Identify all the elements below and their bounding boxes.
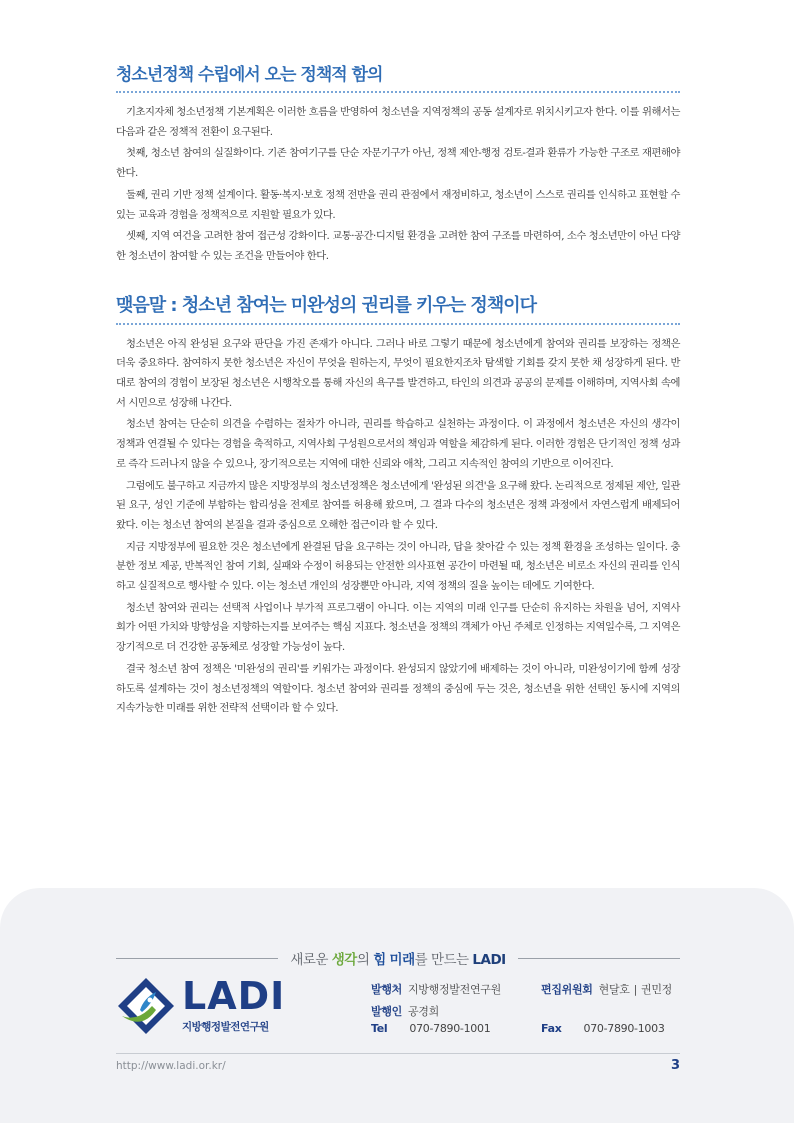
fax-value: 070-7890-1003 [583, 1022, 665, 1035]
slogan-highlight: 미래 [389, 952, 415, 968]
logo-wordmark: LADI [182, 974, 286, 1018]
section-conclusion [116, 291, 680, 719]
page-number: 3 [670, 1058, 680, 1073]
publisher-label: 발행처 [371, 983, 402, 996]
paragraph: 청소년 참여는 단순히 의견을 수렴하는 절차가 아니라, 권리를 학습하고 실천하는 과정이다. 이 과정에서 청소년은 자신의 생각이 정책과 연결될 수 있다는 경험을 축적하고, 지역사회 구성원으로서의 책임과 역할을 체감하게 된다. 이러한 경험은 단기적인 정책 성과로 즉각 드러나지 않을 수 있으나, 장기적으로는 지역에 대한 신뢰와 애착, 그리고 지속적인 참여의 기반으로 이어진다. [116, 418, 680, 470]
fax-label: Fax [541, 1022, 562, 1035]
divider [518, 958, 680, 959]
slogan-highlight: 힘 [373, 952, 386, 968]
tel-info [371, 1022, 490, 1035]
issuer-info [371, 1003, 439, 1019]
section-title: 청소년정책 수립에서 오는 정책적 함의 [116, 60, 680, 93]
tel-value: 070-7890-1001 [409, 1022, 491, 1035]
paragraph: 기초지자체 청소년정책 기본계획은 이러한 흐름을 반영하여 청소년을 지역정책의 공동 설계자로 위치시키고자 한다. 이를 위해서는 다음과 같은 정책적 전환이 요구된다. [116, 106, 680, 138]
page-content [116, 60, 680, 721]
paragraph: 결국 청소년 참여 정책은 '미완성의 권리'를 키워가는 과정이다. 완성되지 않았기에 배제하는 것이 아니라, 미완성이기에 함께 성장하도록 설계하는 것이 청소년정책의 역할이다. 청소년 참여와 권리를 정책의 중심에 두는 것은, 청소년을 위한 선택인 동시에 지역의 지속가능한 미래를 위한 전략적 선택이라 할 수 있다. [116, 662, 680, 715]
paragraph: 청소년 참여와 권리는 선택적 사업이나 부가적 프로그램이 아니다. 이는 지역의 미래 인구를 단순히 유지하는 차원을 넘어, 지역사회가 어떤 가치와 방향성을 지향하는지를 보여주는 핵심 지표다. 청소년을 정책의 객체가 아닌 주체로 인정하는 지역일수록, 그 지역은 장기적으로 더 건강한 공동체로 성장할 가능성이 높다. [116, 601, 680, 654]
editors-info [541, 981, 672, 997]
editor-separator: | [633, 983, 638, 996]
paragraph: 첫째, 청소년 참여의 실질화이다. 기존 참여기구를 단순 자문기구가 아닌, 정책 제안-행정 검토-결과 환류가 가능한 구조로 재편해야 한다. [116, 147, 680, 180]
footer-bottom-bar [116, 1053, 680, 1073]
divider [116, 958, 278, 959]
section-body [116, 335, 680, 719]
slogan [278, 948, 517, 968]
slogan-text: 새로운 [290, 952, 332, 968]
page-footer [0, 888, 794, 1123]
issuer-label: 발행인 [371, 1005, 402, 1018]
section-implications [116, 60, 680, 267]
paragraph: 그럼에도 불구하고 지금까지 많은 지방정부의 청소년정책은 청소년에게 '완성된 의견'을 요구해 왔다. 논리적으로 정제된 제안, 일관된 요구, 성인 기준에 부합하는 합리성을 전제로 참여를 허용해 왔으며, 그 결과 다수의 청소년은 정책 과정에서 자연스럽게 배제되어 왔다. 이는 청소년 참여의 본질을 결과 중심으로 오해한 접근이라 할 수 있다. [116, 479, 680, 531]
editors-label: 편집위원회 [541, 983, 593, 996]
slogan-row [116, 948, 680, 968]
paragraph: 청소년은 아직 완성된 요구와 판단을 가진 존재가 아니다. 그러나 바로 그렇기 때문에 청소년에게 참여와 권리를 보장하는 정책은 더욱 중요하다. 참여하지 못한 청소년은 자신이 무엇을 원하는지, 무엇이 필요한지조차 탐색할 기회를 갖지 못한 채 성장하게 된다. 반대로 참여의 경험이 보장된 청소년은 시행착오를 통해 자신의 욕구를 발견하고, 타인의 의견과 공공의 문제를 이해하며, 지역사회 속에서 시민으로 성장해 나간다. [116, 337, 680, 409]
editor-name: 현달호 [598, 983, 630, 996]
paragraph: 지금 지방정부에 필요한 것은 청소년에게 완결된 답을 요구하는 것이 아니라, 답을 찾아갈 수 있는 정책 환경을 조성하는 일이다. 충분한 정보 제공, 반복적인 참여 기회, 실패와 수정이 허용되는 안전한 의사표현 공간이 마련될 때, 청소년은 비로소 자신의 권리를 인식하고 실질적으로 행사할 수 있다. 이는 청소년 개인의 성장뿐만 아니라, 지역 정책의 질을 높이는 데에도 기여한다. [116, 540, 680, 593]
slogan-brand: LADI [472, 952, 506, 968]
publisher-info [371, 981, 501, 997]
paragraph: 셋째, 지역 여건을 고려한 참여 접근성 강화이다. 교통·공간·디지털 환경을 고려한 참여 구조를 마련하여, 소수 청소년만이 아닌 다양한 청소년이 참여할 수 있는 조건을 만들어야 한다. [116, 230, 680, 262]
logo-subtitle: 지방행정발전연구원 [182, 1021, 269, 1033]
section-body [116, 103, 680, 267]
tel-label: Tel [371, 1022, 388, 1035]
ladi-logo-mark-icon [116, 976, 176, 1036]
slogan-text: 를 만드는 [414, 952, 473, 968]
editor-name: 권민정 [641, 983, 673, 996]
paragraph: 둘째, 권리 기반 정책 설계이다. 활동·복지·보호 정책 전반을 권리 관점에서 재정비하고, 청소년이 스스로 권리를 인식하고 표현할 수 있는 교육과 경험을 정책적으로 지원할 필요가 있다. [116, 188, 680, 221]
ladi-logo [116, 976, 291, 1038]
section-title: 맺음말 : 청소년 참여는 미완성의 권리를 키우는 정책이다 [116, 291, 680, 325]
publisher-value: 지방행정발전연구원 [407, 983, 501, 996]
fax-info [541, 1022, 665, 1035]
website-link[interactable]: http://www.ladi.or.kr/ [116, 1060, 226, 1072]
issuer-value: 공경희 [407, 1005, 439, 1018]
slogan-highlight: 생각 [331, 952, 357, 968]
slogan-text: 의 [356, 952, 374, 968]
